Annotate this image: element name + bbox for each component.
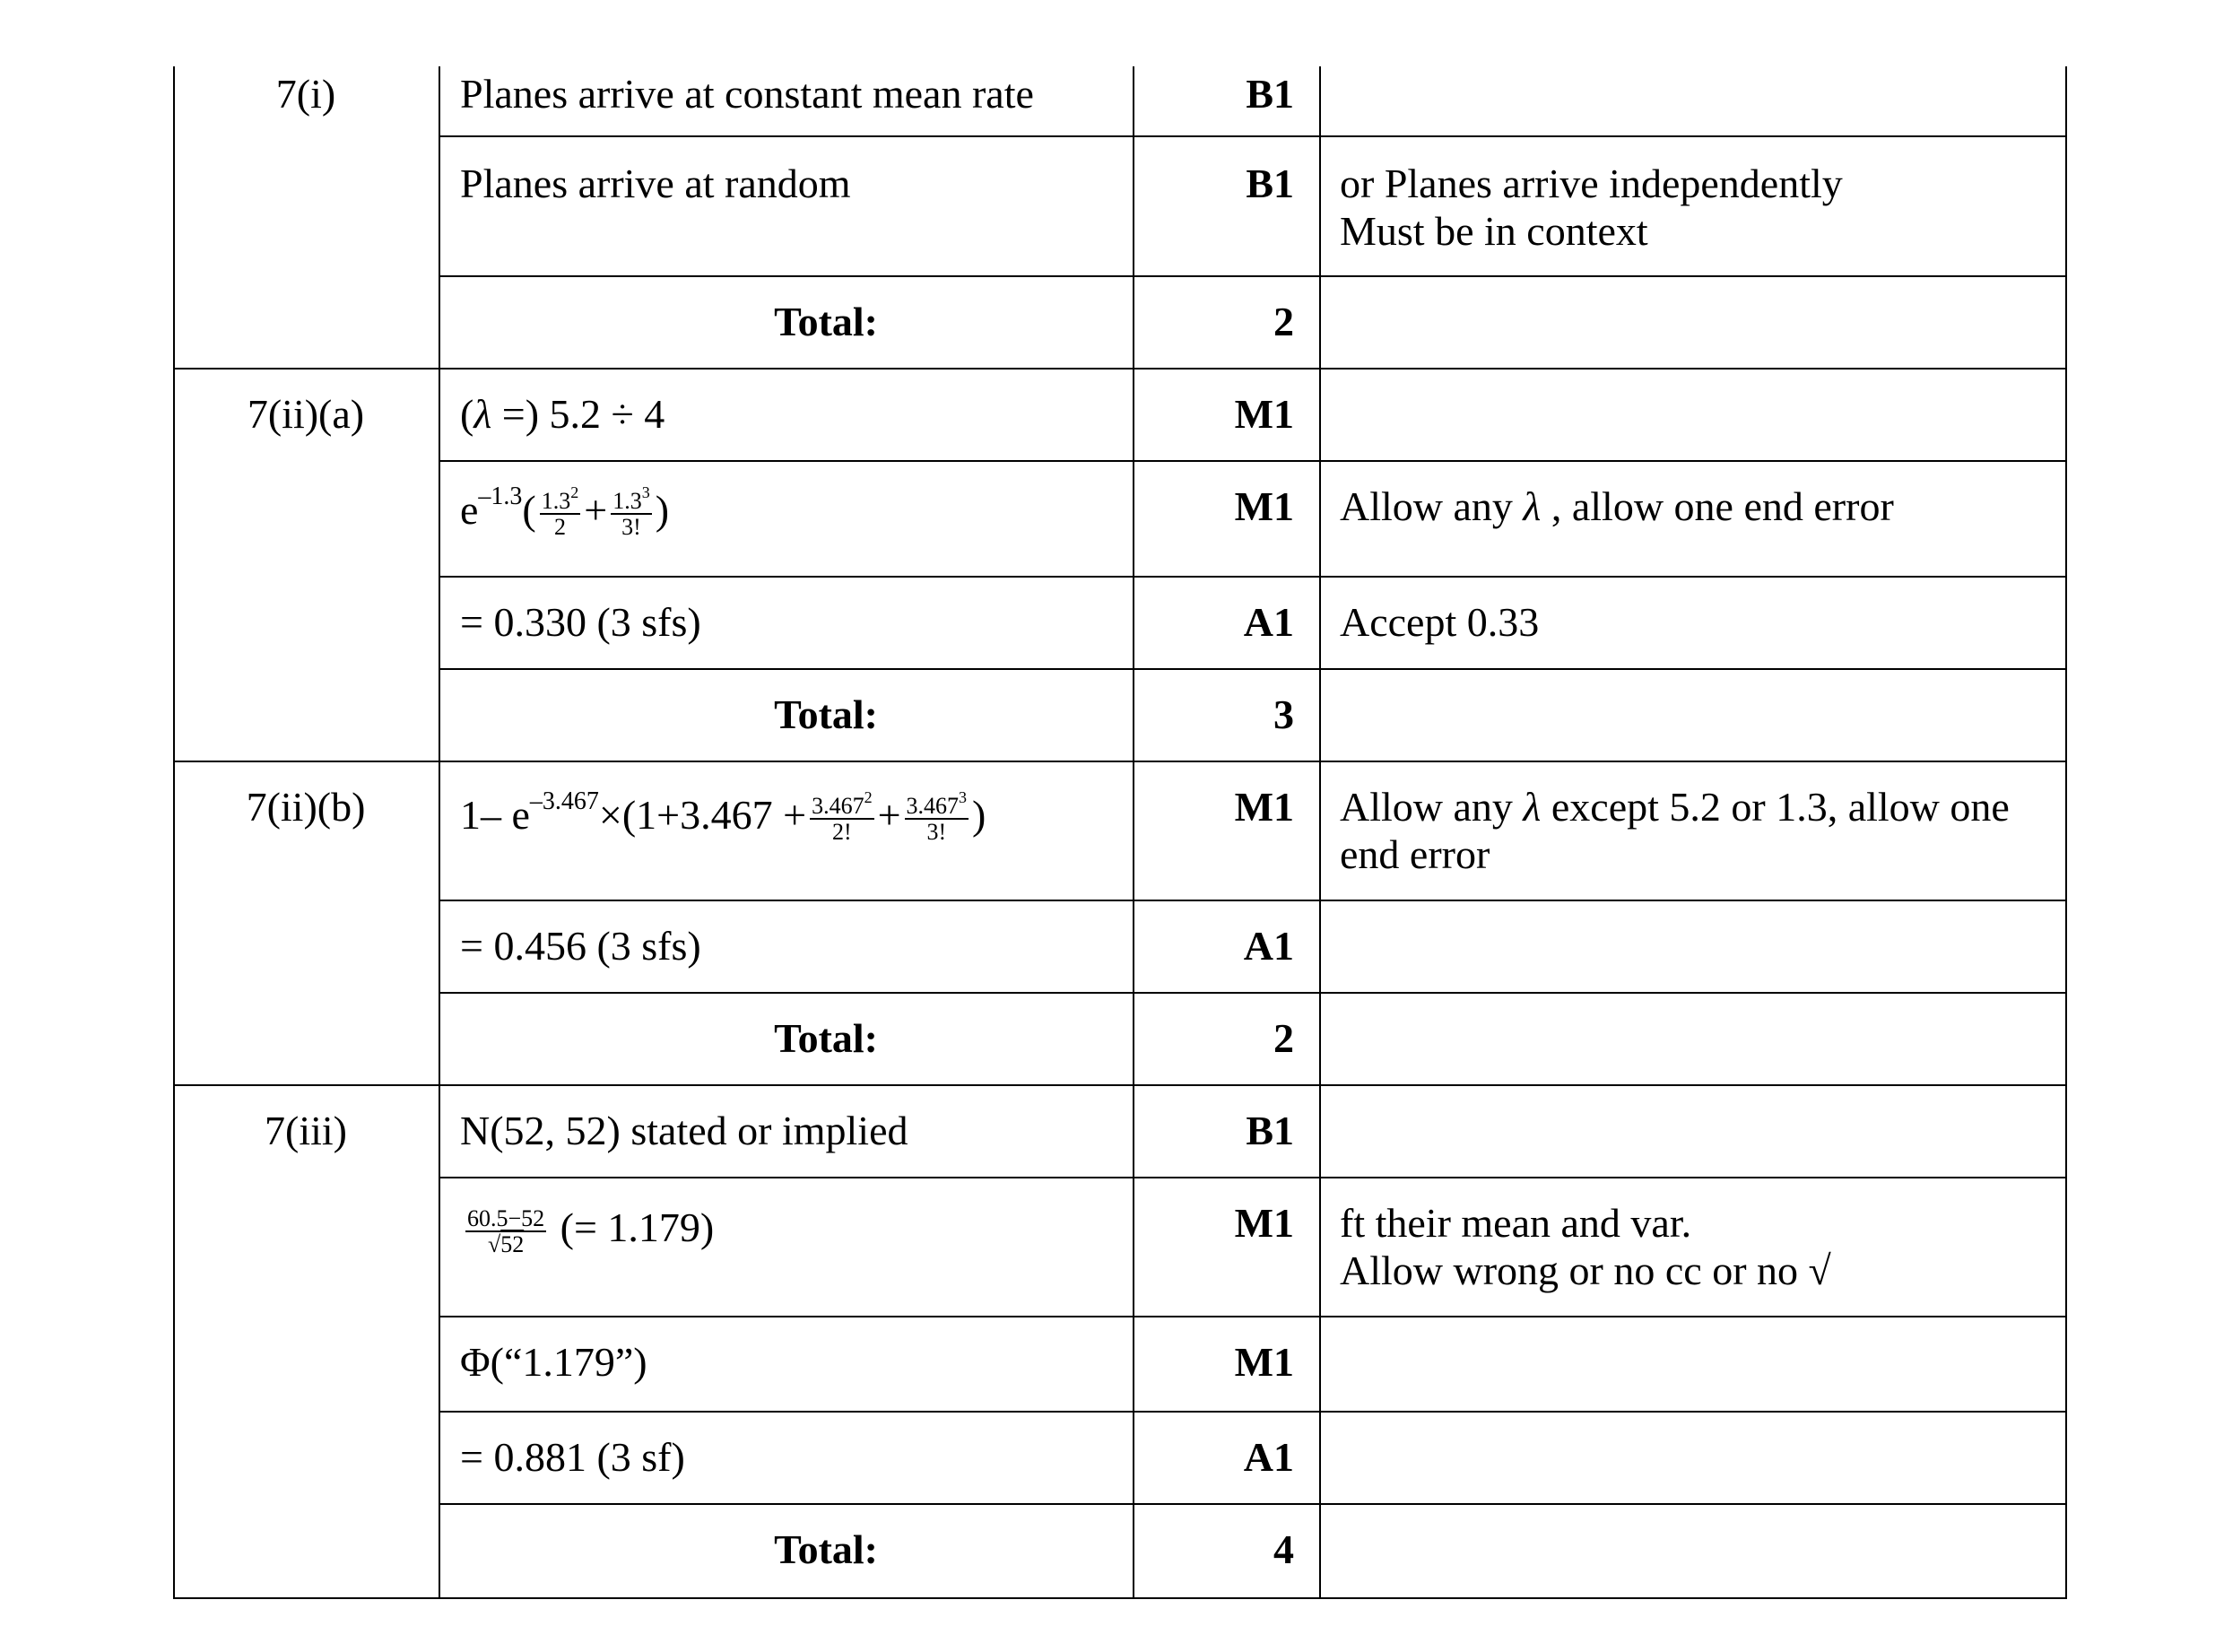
- section-divider: [173, 1084, 2067, 1086]
- section-divider: [173, 761, 2067, 762]
- question-number: 7(ii)(a): [247, 391, 365, 437]
- total-label: Total:: [774, 1526, 878, 1572]
- mark-code: M1: [1234, 483, 1294, 529]
- fraction: $\frac{60.5-52}{√52}$: [467, 1205, 545, 1258]
- fraction: $\frac{3.467^2}{2!}$: [812, 788, 873, 846]
- formula-poisson-probability: $e^{-1.3}$( $\frac{1.3^2}{2}$ + $\frac{1.3^3}{3!}$ ): [460, 483, 670, 541]
- lambda-symbol: λ: [1523, 483, 1542, 529]
- answer-text: Planes arrive at random: [460, 161, 851, 206]
- fraction: $\frac{1.3^3}{3!}$: [612, 483, 650, 541]
- total-label: Total:: [774, 691, 878, 737]
- mark-code: A1: [1243, 1434, 1294, 1480]
- mark-code: B1: [1246, 71, 1294, 117]
- formula-standardisation: $\frac{60.5-52}{√52}$ (= 1.179): [467, 1204, 715, 1258]
- answer-text: = 0.881 (3 sf): [460, 1434, 685, 1480]
- question-number: 7(iii): [265, 1108, 347, 1153]
- mark-code: A1: [1243, 599, 1294, 645]
- guidance-text: Allow any λ except 5.2 or 1.3, allow one: [1340, 784, 2010, 830]
- mark-scheme-table: [173, 66, 2067, 1599]
- row-divider: [439, 135, 2067, 137]
- total-marks: 3: [1273, 691, 1294, 737]
- mark-code: M1: [1234, 1339, 1294, 1385]
- fraction: $\frac{3.467^3}{3!}$: [906, 788, 968, 846]
- total-marks: 4: [1273, 1526, 1294, 1572]
- mark-code: M1: [1234, 391, 1294, 437]
- answer-text: = 0.456 (3 sfs): [460, 923, 701, 969]
- fraction: $\frac{1.3^2}{2}$: [541, 483, 579, 541]
- mark-code: A1: [1243, 923, 1294, 969]
- lambda-symbol: λ: [1523, 784, 1542, 830]
- total-label: Total:: [774, 299, 878, 344]
- guidance-text: end error: [1340, 831, 1490, 877]
- formula-complement-probability: 1– $e^{-3.467}\times(1+3.467$ + $\frac{3.467^2}{2!}$ + $\frac{3.467^3}{3!}$ ): [460, 787, 986, 846]
- question-number: 7(i): [275, 71, 336, 117]
- answer-text: = 0.330 (3 sfs): [460, 599, 701, 645]
- column-divider-question: [439, 66, 440, 1599]
- section-divider: [173, 368, 2067, 370]
- row-divider: [439, 1503, 2067, 1505]
- guidance-text: Must be in context: [1340, 208, 1648, 254]
- answer-text: N(52, 52) stated or implied: [460, 1108, 908, 1153]
- row-divider: [439, 1411, 2067, 1413]
- answer-text: (λ =) 5.2 ÷ 4: [460, 391, 665, 437]
- row-divider: [439, 1316, 2067, 1317]
- guidance-text: Allow any λ , allow one end error: [1340, 483, 1894, 529]
- question-number: 7(ii)(b): [246, 784, 366, 830]
- mark-code: B1: [1246, 161, 1294, 206]
- row-divider: [439, 576, 2067, 578]
- mark-code: M1: [1234, 784, 1294, 830]
- table-border-left: [173, 66, 175, 1599]
- row-divider: [439, 275, 2067, 277]
- guidance-text: Accept 0.33: [1340, 599, 1540, 645]
- guidance-text: or Planes arrive independently: [1340, 161, 1843, 206]
- table-border-bottom: [173, 1597, 2067, 1599]
- total-label: Total:: [774, 1015, 878, 1061]
- mark-code: M1: [1234, 1200, 1294, 1246]
- table-border-right: [2065, 66, 2067, 1599]
- guidance-text: Allow wrong or no cc or no √: [1340, 1248, 1831, 1293]
- row-divider: [439, 900, 2067, 901]
- column-divider-marks: [1319, 66, 1321, 1599]
- mark-code: B1: [1246, 1108, 1294, 1153]
- total-marks: 2: [1273, 1015, 1294, 1061]
- total-marks: 2: [1273, 299, 1294, 344]
- row-divider: [439, 460, 2067, 462]
- row-divider: [439, 1177, 2067, 1178]
- guidance-text: ft their mean and var.: [1340, 1200, 1692, 1246]
- row-divider: [439, 668, 2067, 670]
- row-divider: [439, 992, 2067, 994]
- answer-text: Φ(“1.179”): [460, 1339, 647, 1385]
- answer-text: Planes arrive at constant mean rate: [460, 71, 1034, 117]
- lambda-symbol: λ: [473, 391, 492, 437]
